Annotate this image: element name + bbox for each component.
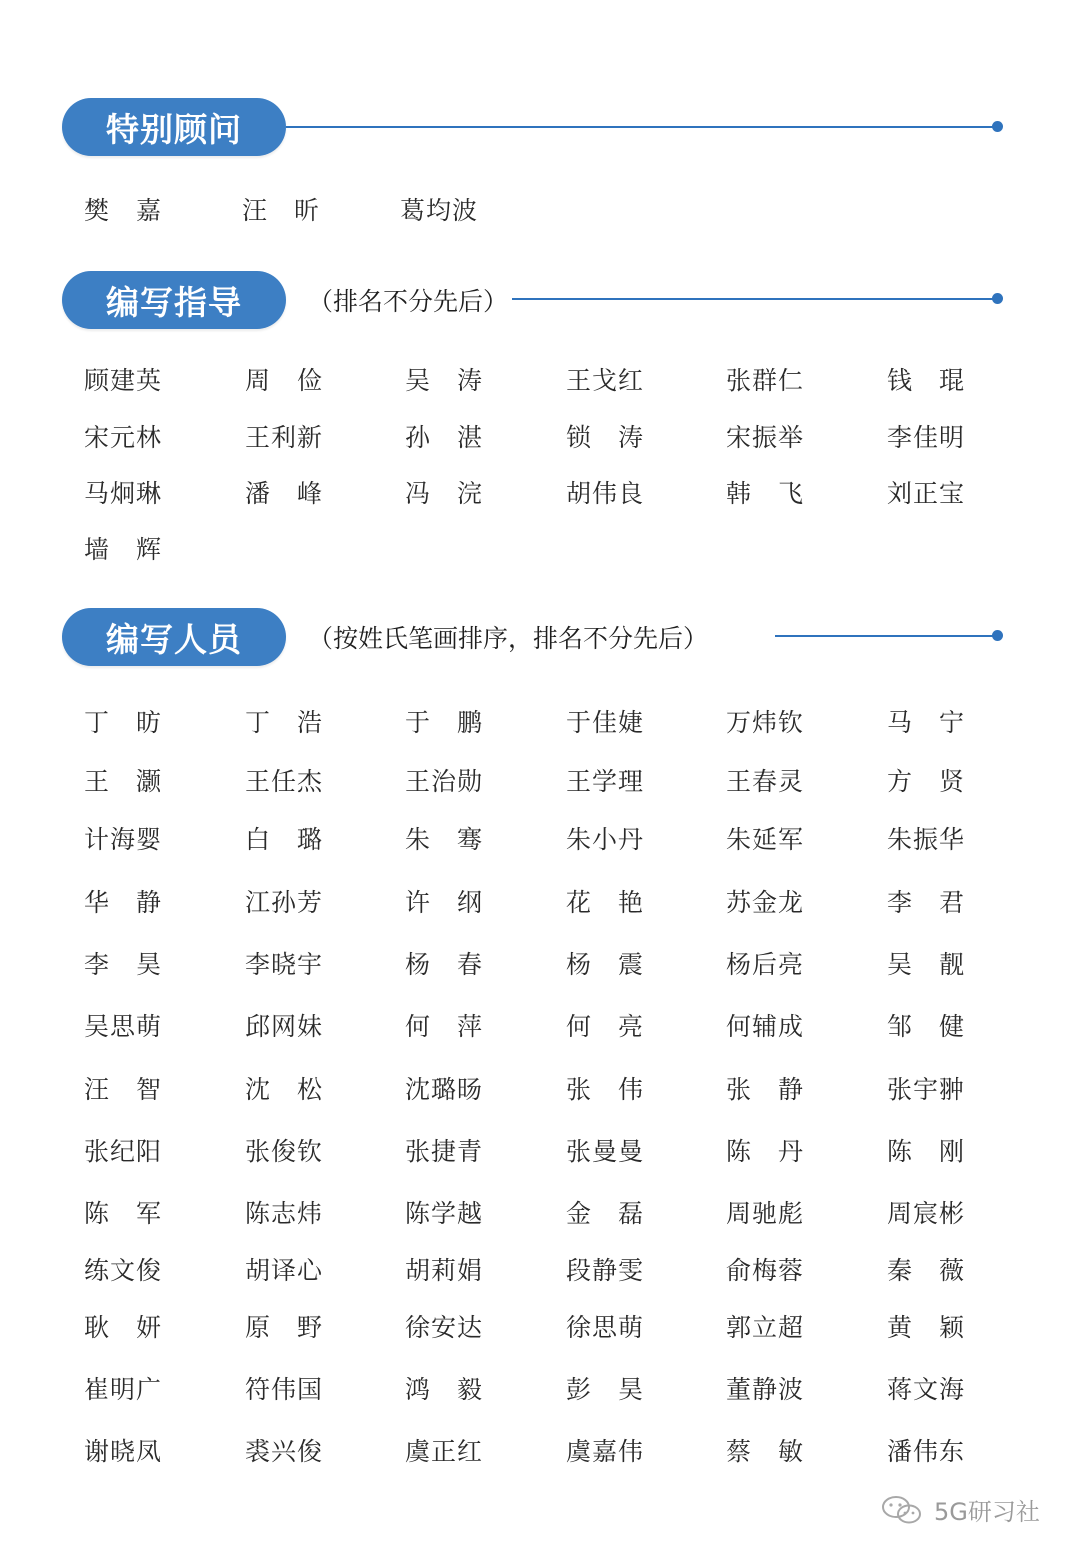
- person-name: 陈 军: [84, 1199, 163, 1228]
- person-name: 潘 峰: [245, 479, 324, 508]
- person-name: 张群仁: [726, 366, 805, 395]
- person-name: 宋振举: [726, 423, 805, 452]
- person-name: 王春灵: [726, 767, 805, 796]
- person-name: 锁 涛: [566, 423, 645, 452]
- person-name: 裘兴俊: [245, 1437, 324, 1466]
- section-title-special-advisors: 特别顾问: [62, 98, 286, 156]
- person-name: 丁 昉: [84, 708, 163, 737]
- person-name: 鸿 毅: [405, 1375, 484, 1404]
- person-name: 周 俭: [245, 366, 324, 395]
- person-name: 徐思萌: [566, 1313, 645, 1342]
- person-name: 花 艳: [566, 888, 645, 917]
- person-name: 葛均波: [400, 196, 479, 225]
- person-name: 孙 湛: [405, 423, 484, 452]
- person-name: 汪 智: [84, 1075, 163, 1104]
- person-name: 段静雯: [566, 1256, 645, 1285]
- person-name: 吴思萌: [84, 1012, 163, 1041]
- person-name: 沈 松: [245, 1075, 324, 1104]
- person-name: 李佳明: [887, 423, 966, 452]
- person-name: 周宸彬: [887, 1199, 966, 1228]
- person-name: 张纪阳: [84, 1137, 163, 1166]
- person-name: 胡莉娟: [405, 1256, 484, 1285]
- person-name: 陈 丹: [726, 1137, 805, 1166]
- person-name: 于佳婕: [566, 708, 645, 737]
- person-name: 张 静: [726, 1075, 805, 1104]
- person-name: 万炜钦: [726, 708, 805, 737]
- person-name: 丁 浩: [245, 708, 324, 737]
- person-name: 马 宁: [887, 708, 966, 737]
- person-name: 朱延军: [726, 825, 805, 854]
- person-name: 王任杰: [245, 767, 324, 796]
- person-name: 胡伟良: [566, 479, 645, 508]
- person-name: 华 静: [84, 888, 163, 917]
- person-name: 陈学越: [405, 1199, 484, 1228]
- person-name: 苏金龙: [726, 888, 805, 917]
- person-name: 吴 涛: [405, 366, 484, 395]
- person-name: 练文俊: [84, 1256, 163, 1285]
- person-name: 李 君: [887, 888, 966, 917]
- person-name: 张捷青: [405, 1137, 484, 1166]
- person-name: 刘正宝: [887, 479, 966, 508]
- person-name: 徐安达: [405, 1313, 484, 1342]
- person-name: 杨 震: [566, 950, 645, 979]
- person-name: 金 磊: [566, 1199, 645, 1228]
- person-name: 董静波: [726, 1375, 805, 1404]
- watermark-text: 5G研习社: [934, 1498, 1040, 1526]
- person-name: 王利新: [245, 423, 324, 452]
- person-name: 何 萍: [405, 1012, 484, 1041]
- section-divider-dot: [992, 630, 1003, 641]
- person-name: 崔明广: [84, 1375, 163, 1404]
- person-name: 王学理: [566, 767, 645, 796]
- person-name: 周驰彪: [726, 1199, 805, 1228]
- person-name: 俞梅蓉: [726, 1256, 805, 1285]
- person-name: 李晓宇: [245, 950, 324, 979]
- wechat-icon: [880, 1494, 924, 1526]
- person-name: 汪 昕: [242, 196, 321, 225]
- person-name: 方 贤: [887, 767, 966, 796]
- section-divider-dot: [992, 121, 1003, 132]
- person-name: 潘伟东: [887, 1437, 966, 1466]
- person-name: 虞嘉伟: [566, 1437, 645, 1466]
- person-name: 黄 颖: [887, 1313, 966, 1342]
- person-name: 杨 春: [405, 950, 484, 979]
- person-name: 韩 飞: [726, 479, 805, 508]
- person-name: 朱小丹: [566, 825, 645, 854]
- person-name: 钱 琨: [887, 366, 966, 395]
- person-name: 马炯琳: [84, 479, 163, 508]
- person-name: 彭 昊: [566, 1375, 645, 1404]
- person-name: 江孙芳: [245, 888, 324, 917]
- person-name: 耿 妍: [84, 1313, 163, 1342]
- person-name: 蔡 敏: [726, 1437, 805, 1466]
- person-name: 张宇翀: [887, 1075, 966, 1104]
- person-name: 于 鹏: [405, 708, 484, 737]
- section-note-writing-guidance: （排名不分先后）: [308, 287, 509, 316]
- person-name: 王戈红: [566, 366, 645, 395]
- section-title-writers: 编写人员: [62, 608, 286, 666]
- person-name: 张 伟: [566, 1075, 645, 1104]
- person-name: 沈璐旸: [405, 1075, 484, 1104]
- person-name: 李 昊: [84, 950, 163, 979]
- person-name: 顾建英: [84, 366, 163, 395]
- person-name: 杨后亮: [726, 950, 805, 979]
- person-name: 邹 健: [887, 1012, 966, 1041]
- person-name: 陈志炜: [245, 1199, 324, 1228]
- person-name: 蒋文海: [887, 1375, 966, 1404]
- person-name: 张俊钦: [245, 1137, 324, 1166]
- section-divider-dot: [992, 293, 1003, 304]
- person-name: 吴 靓: [887, 950, 966, 979]
- section-note-writers: （按姓氏笔画排序，排名不分先后）: [308, 624, 709, 653]
- person-name: 虞正红: [405, 1437, 484, 1466]
- person-name: 墙 辉: [84, 535, 163, 564]
- person-name: 符伟国: [245, 1375, 324, 1404]
- person-name: 胡译心: [245, 1256, 324, 1285]
- person-name: 王 灏: [84, 767, 163, 796]
- watermark: [880, 1492, 1040, 1527]
- person-name: 何辅成: [726, 1012, 805, 1041]
- person-name: 王治勋: [405, 767, 484, 796]
- person-name: 宋元林: [84, 423, 163, 452]
- section-divider-line: [286, 126, 998, 128]
- person-name: 原 野: [245, 1313, 324, 1342]
- person-name: 陈 刚: [887, 1137, 966, 1166]
- person-name: 樊 嘉: [84, 196, 163, 225]
- person-name: 谢晓凤: [84, 1437, 163, 1466]
- person-name: 张曼曼: [566, 1137, 645, 1166]
- person-name: 计海婴: [84, 825, 163, 854]
- section-divider-line: [512, 298, 998, 300]
- section-divider-line: [775, 635, 998, 637]
- person-name: 何 亮: [566, 1012, 645, 1041]
- person-name: 白 璐: [245, 825, 324, 854]
- person-name: 秦 薇: [887, 1256, 966, 1285]
- person-name: 郭立超: [726, 1313, 805, 1342]
- person-name: 冯 浣: [405, 479, 484, 508]
- section-title-writing-guidance: 编写指导: [62, 271, 286, 329]
- person-name: 朱 骞: [405, 825, 484, 854]
- person-name: 朱振华: [887, 825, 966, 854]
- person-name: 邱网妹: [245, 1012, 324, 1041]
- person-name: 许 纲: [405, 888, 484, 917]
